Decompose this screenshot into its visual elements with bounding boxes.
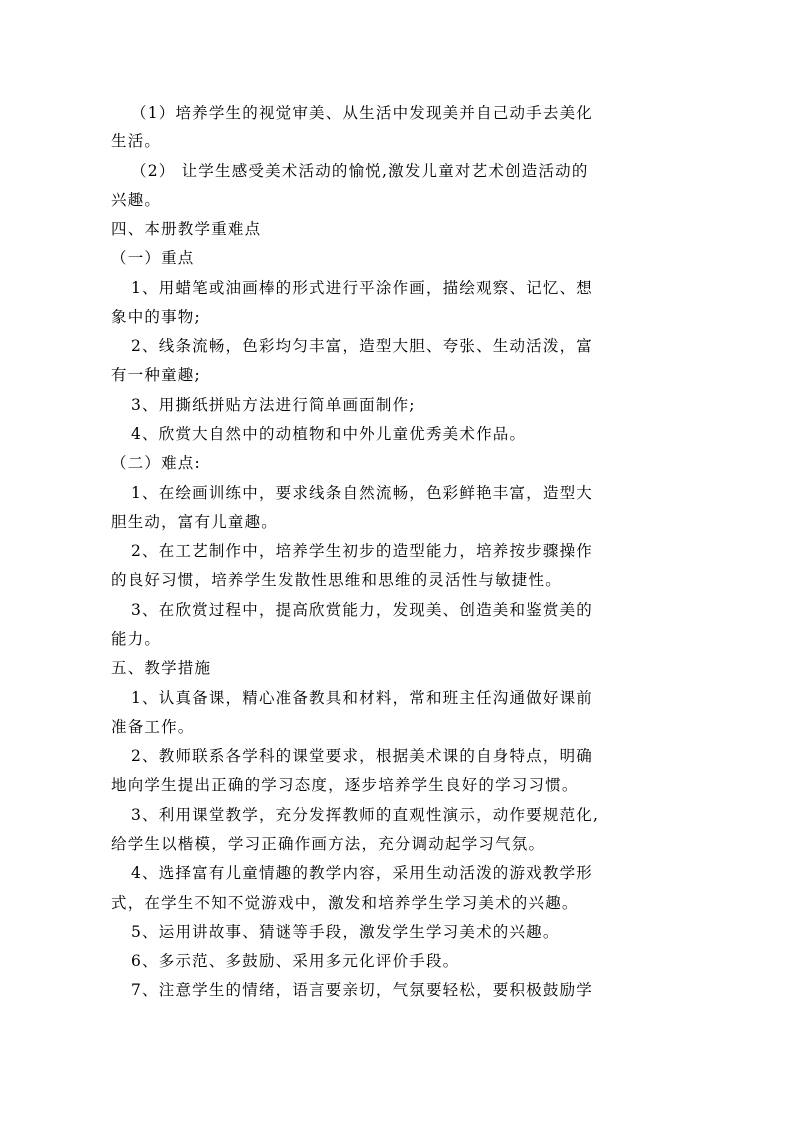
- text-line: 胆生动，富有儿童趣。: [111, 513, 279, 531]
- text-line: 2、在工艺制作中，培养学生初步的造型能力，培养按步骤操作: [131, 542, 593, 560]
- text-line: 4、欣赏大自然中的动植物和中外儿童优秀美术作品。: [131, 425, 527, 443]
- section-heading: 五、教学措施: [111, 659, 212, 677]
- text-line: 4、选择富有儿童情趣的教学内容，采用生动活泼的游戏教学形: [131, 864, 593, 882]
- text-line: 3、利用课堂教学，充分发挥教师的直观性演示，动作要规范化,: [131, 806, 600, 824]
- text-line: 的良好习惯，培养学生发散性思维和思维的灵活性与敏捷性。: [111, 571, 562, 589]
- text-line: 1、用蜡笔或油画棒的形式进行平涂作画，描绘观察、记忆、想: [131, 279, 593, 297]
- text-line: 1、在绘画训练中，要求线条自然流畅，色彩鲜艳丰富，造型大: [131, 484, 593, 502]
- text-line: 生活。: [111, 132, 162, 150]
- text-line: 7、注意学生的情绪，语言要亲切，气氛要轻松，要积极鼓励学: [131, 981, 593, 999]
- text-line: 2、线条流畅，色彩均匀丰富，造型大胆、夸张、生动活泼，富: [131, 337, 593, 355]
- text-line: 3、用撕纸拼贴方法进行简单画面制作;: [131, 396, 416, 414]
- text-line: 兴趣。: [111, 191, 162, 209]
- text-line: 1、认真备课，精心准备教具和材料，常和班主任沟通做好课前: [131, 689, 593, 707]
- text-line: 地向学生提出正确的学习态度，逐步培养学生良好的学习习惯。: [111, 776, 579, 794]
- text-line: （2） 让学生感受美术活动的愉悦,激发儿童对艺术创造活动的: [131, 162, 589, 180]
- text-line: 能力。: [111, 630, 162, 648]
- text-line: 准备工作。: [111, 718, 195, 736]
- text-line: 5、运用讲故事、猜谜等手段，激发学生学习美术的兴趣。: [131, 923, 560, 941]
- text-line: 2、教师联系各学科的课堂要求，根据美术课的自身特点，明确: [131, 747, 593, 765]
- text-line: 3、在欣赏过程中，提高欣赏能力，发现美、创造美和鉴赏美的: [131, 601, 593, 619]
- section-heading: 四、本册教学重难点: [111, 220, 262, 238]
- text-line: 象中的事物;: [111, 308, 201, 326]
- subsection-heading: （一）重点: [111, 249, 195, 267]
- text-line: 有一种童趣;: [111, 366, 201, 384]
- text-line: （1）培养学生的视觉审美、从生活中发现美并自己动手去美化: [131, 104, 593, 122]
- text-line: 给学生以楷模，学习正确作画方法，充分调动起学习气氛。: [111, 835, 546, 853]
- subsection-heading: （二）难点:: [111, 454, 201, 472]
- text-line: 6、多示范、多鼓励、采用多元化评价手段。: [131, 952, 460, 970]
- text-line: 式，在学生不知不觉游戏中，激发和培养学生学习美术的兴趣。: [111, 894, 579, 912]
